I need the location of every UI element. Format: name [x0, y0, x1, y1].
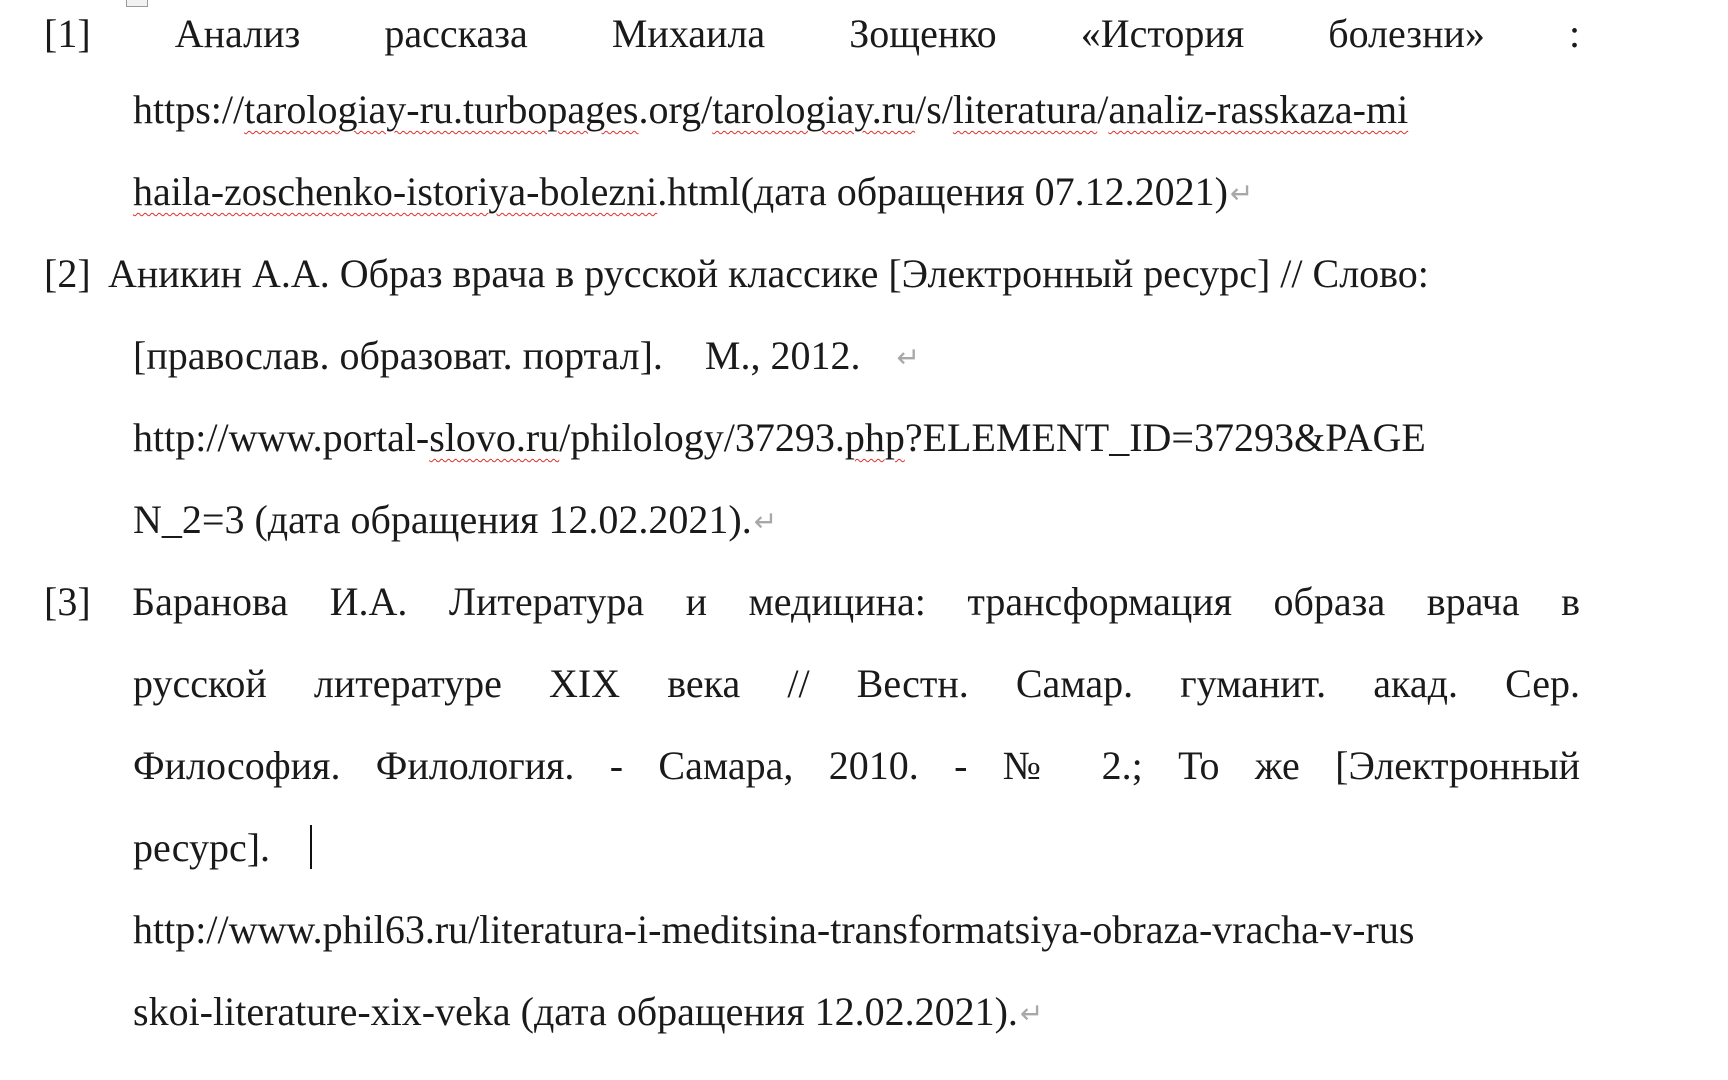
reference-text: N_2=3 (дата обращения 12.02.2021).	[133, 497, 752, 542]
spellcheck-flagged-text: haila-zoschenko-istoriya-bolezni	[133, 169, 658, 214]
reference-1-word: :	[1568, 11, 1581, 56]
reference-text: Баранова И.А. Литература и медицина: трансформация образа врача в	[132, 579, 1580, 624]
spellcheck-flagged-text: tarologiay-ru.turbopages	[244, 87, 639, 132]
reference-text: русской литературе XIX века // Вестн. Самар. гуманит. акад. Сер.	[133, 661, 1580, 706]
reference-2-line-2[interactable]	[133, 328, 1580, 384]
spellcheck-flagged-text: tarologiay.ru	[712, 87, 916, 132]
reference-3-number: [3]	[44, 579, 91, 624]
reference-1-word: рассказа	[384, 11, 528, 56]
reference-3-line-4[interactable]	[133, 820, 1580, 876]
text-cursor	[310, 825, 312, 869]
paragraph-mark-icon: ↵	[753, 505, 778, 538]
reference-2-line-3[interactable]	[133, 410, 1580, 466]
reference-text: ресурс].	[133, 825, 271, 870]
url-text: ?ELEMENT_ID=37293&PAGE	[904, 415, 1426, 460]
spellcheck-flagged-text: slovo.ru	[429, 415, 560, 460]
url-text: https://	[133, 87, 245, 132]
reference-2-line-4[interactable]	[133, 492, 1580, 548]
url-text: /s/	[915, 87, 953, 132]
reference-1-line-2[interactable]	[133, 82, 1580, 138]
reference-3-line-6[interactable]	[133, 984, 1580, 1040]
reference-text: skoi-literature-xix-veka (дата обращения 12.02.2021).	[133, 989, 1018, 1034]
reference-3-line-2[interactable]	[133, 656, 1580, 712]
reference-1-word: Анализ	[174, 11, 301, 56]
spellcheck-flagged-text: php	[844, 415, 905, 460]
paragraph-mark-icon: ↵	[896, 341, 920, 374]
reference-text: М., 2012.	[704, 333, 861, 378]
url-text: http://www.portal-	[133, 415, 430, 460]
reference-3-line-3[interactable]	[133, 738, 1580, 794]
reference-2-number: [2]	[44, 251, 91, 296]
reference-text: .html(дата обращения 07.12.2021)	[657, 169, 1228, 214]
paragraph-mark-icon: ↵	[1019, 997, 1044, 1030]
reference-1-number: [1]	[44, 11, 91, 56]
reference-text: Аникин А.А. Образ врача в русской классике [Электронный ресурс] // Слово:	[108, 251, 1429, 296]
reference-1-word: Зощенко	[849, 11, 997, 56]
reference-1-word: «История	[1080, 11, 1245, 56]
reference-text: [православ. образоват. портал].	[133, 333, 663, 378]
spellcheck-flagged-text: literatura	[952, 87, 1098, 132]
reference-1-word: Михаила	[611, 11, 766, 56]
spellcheck-flagged-text: analiz-rasskaza-mi	[1108, 87, 1409, 132]
reference-1-word: болезни»	[1328, 11, 1485, 56]
url-text: http://www.phil63.ru/literatura-i-meditsina-transformatsiya-obraza-vracha-v-rus	[133, 907, 1415, 952]
url-text: /	[1097, 87, 1109, 132]
reference-1-line-3[interactable]	[133, 164, 1580, 220]
url-text: /philology/37293.	[559, 415, 845, 460]
reference-1-line-1[interactable]	[44, 6, 1580, 62]
reference-3-line-1[interactable]	[44, 574, 1580, 630]
reference-text: Философия. Филология. - Самара, 2010. - № 2.; То же [Электронный	[133, 743, 1580, 788]
reference-3-line-5[interactable]	[133, 902, 1580, 958]
reference-2-line-1[interactable]	[44, 246, 1580, 302]
url-text: .org/	[638, 87, 713, 132]
paragraph-mark-icon: ↵	[1229, 177, 1254, 210]
